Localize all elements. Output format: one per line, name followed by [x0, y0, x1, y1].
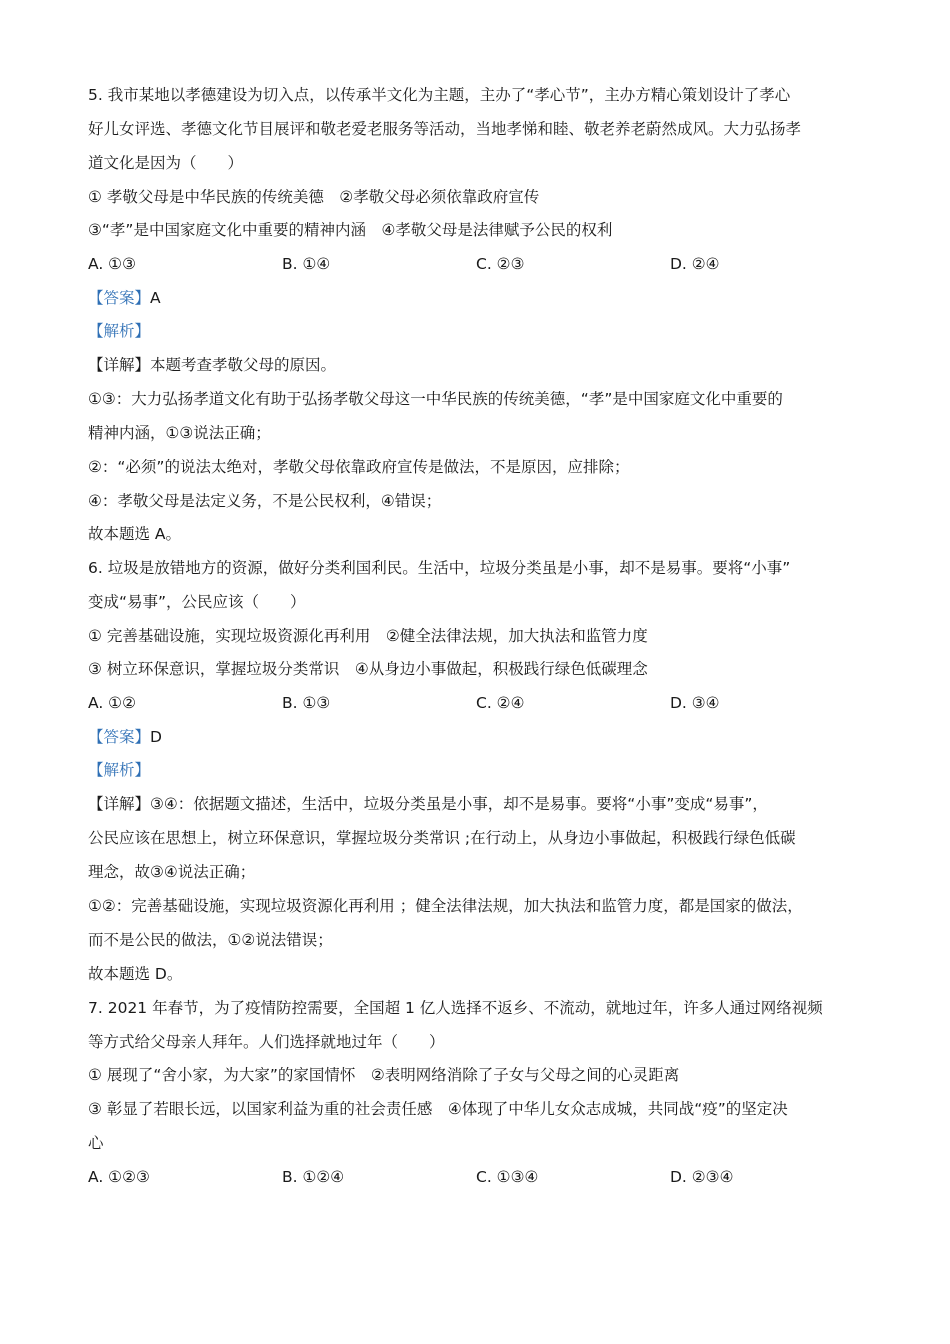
answer-line — [88, 281, 878, 315]
detail-line: 公民应该在思想上，树立环保意识，掌握垃圾分类常识 ;在行动上，从身边小事做起，积极践行绿色低碳 — [88, 829, 796, 847]
statement-line: 心 — [88, 1134, 104, 1152]
option-c: C. ①③④ — [476, 1167, 539, 1186]
detail-line: 而不是公民的做法，①②说法错误； — [88, 931, 333, 949]
analysis-tag: 【解析】 — [88, 761, 151, 780]
option-b: B. ①②④ — [282, 1167, 345, 1186]
options-row — [88, 247, 878, 281]
document-page — [88, 78, 878, 1194]
statement-line: ③ 树立环保意识，掌握垃圾分类常识 ④从身边小事做起，积极践行绿色低碳理念 — [88, 660, 648, 679]
answer-line — [88, 720, 878, 754]
option-a: A. ①②③ — [88, 1167, 150, 1186]
analysis-line — [88, 315, 878, 349]
question-stem-line: 7. 2021 年春节，为了疫情防控需要，全国超 1 亿人选择不返乡、不流动，就地过年，许多人通过网络视频 — [88, 998, 823, 1017]
option-a: A. ①② — [88, 693, 136, 712]
statement-line: ① 孝敬父母是中华民族的传统美德 ②孝敬父母必须依靠政府宣传 — [88, 187, 540, 206]
option-d: D. ③④ — [670, 693, 720, 712]
statement-line: ① 完善基础设施，实现垃圾资源化再利用 ②健全法律法规，加大执法和监管力度 — [88, 626, 648, 645]
detail-line: 【详解】本题考查孝敬父母的原因。 — [88, 355, 337, 374]
question-stem-line: 5. 我市某地以孝德建设为切入点，以传承半文化为主题，主办了“孝心节”，主办方精心策划设计了孝心 — [88, 86, 791, 104]
detail-line: ②：“必须”的说法太绝对，孝敬父母依靠政府宣传是做法，不是原因，应排除； — [88, 457, 630, 476]
question-5 — [88, 78, 878, 551]
option-d: D. ②④ — [670, 254, 720, 273]
question-6 — [88, 551, 878, 991]
answer-tag: 【答案】 — [88, 288, 151, 307]
option-a: A. ①③ — [88, 254, 136, 273]
detail-line: 故本题选 D。 — [88, 964, 183, 983]
analysis-line — [88, 754, 878, 788]
option-c: C. ②③ — [476, 254, 525, 273]
question-7 — [88, 991, 878, 1194]
detail-line: ①③：大力弘扬孝道文化有助于弘扬孝敬父母这一中华民族的传统美德，“孝”是中国家庭文化中重要的 — [88, 389, 783, 408]
question-stem-line: 6. 垃圾是放错地方的资源，做好分类利国利民。生活中，垃圾分类虽是小事，却不是易事。要将“小事” — [88, 559, 791, 577]
options-row — [88, 686, 878, 720]
detail-line: 精神内涵，①③说法正确； — [88, 423, 271, 442]
statement-line: ③“孝”是中国家庭文化中重要的精神内涵 ④孝敬父母是法律赋予公民的权利 — [88, 221, 613, 240]
answer-tag: 【答案】 — [88, 727, 151, 746]
question-stem-line: 变成“易事”，公民应该（ ） — [88, 593, 306, 611]
analysis-tag: 【解析】 — [88, 322, 151, 341]
detail-line: ①②：完善基础设施，实现垃圾资源化再利用 ；健全法律法规，加大执法和监管力度，都是国家的做法， — [88, 897, 803, 915]
statement-line: ① 展现了“舍小家，为大家”的家国情怀 ②表明网络消除了子女与父母之间的心灵距离 — [88, 1066, 680, 1085]
statement-line: ③ 彰显了若眼长远，以国家利益为重的社会责任感 ④体现了中华儿女众志成城，共同战“疫”的坚定决 — [88, 1100, 788, 1118]
options-row — [88, 1160, 878, 1194]
detail-line: 故本题选 A。 — [88, 525, 182, 544]
question-stem-line: 道文化是因为（ ） — [88, 154, 244, 172]
answer-value: D — [150, 727, 162, 746]
question-stem-line: 好儿女评选、孝德文化节目展评和敬老爱老服务等活动，当地孝悌和睦、敬老养老蔚然成风。大力弘扬孝 — [88, 120, 802, 138]
option-d: D. ②③④ — [670, 1167, 734, 1186]
option-c: C. ②④ — [476, 693, 525, 712]
answer-value: A — [150, 288, 161, 307]
question-stem-line: 等方式给父母亲人拜年。人们选择就地过年（ ） — [88, 1032, 445, 1051]
option-b: B. ①④ — [282, 254, 331, 273]
detail-line: 理念，故③④说法正确； — [88, 863, 256, 881]
option-b: B. ①③ — [282, 693, 331, 712]
detail-line: 【详解】③④：依据题文描述，生活中，垃圾分类虽是小事，却不是易事。要将“小事”变成“易事”， — [88, 795, 768, 813]
detail-line: ④：孝敬父母是法定义务，不是公民权利，④错误； — [88, 491, 442, 510]
